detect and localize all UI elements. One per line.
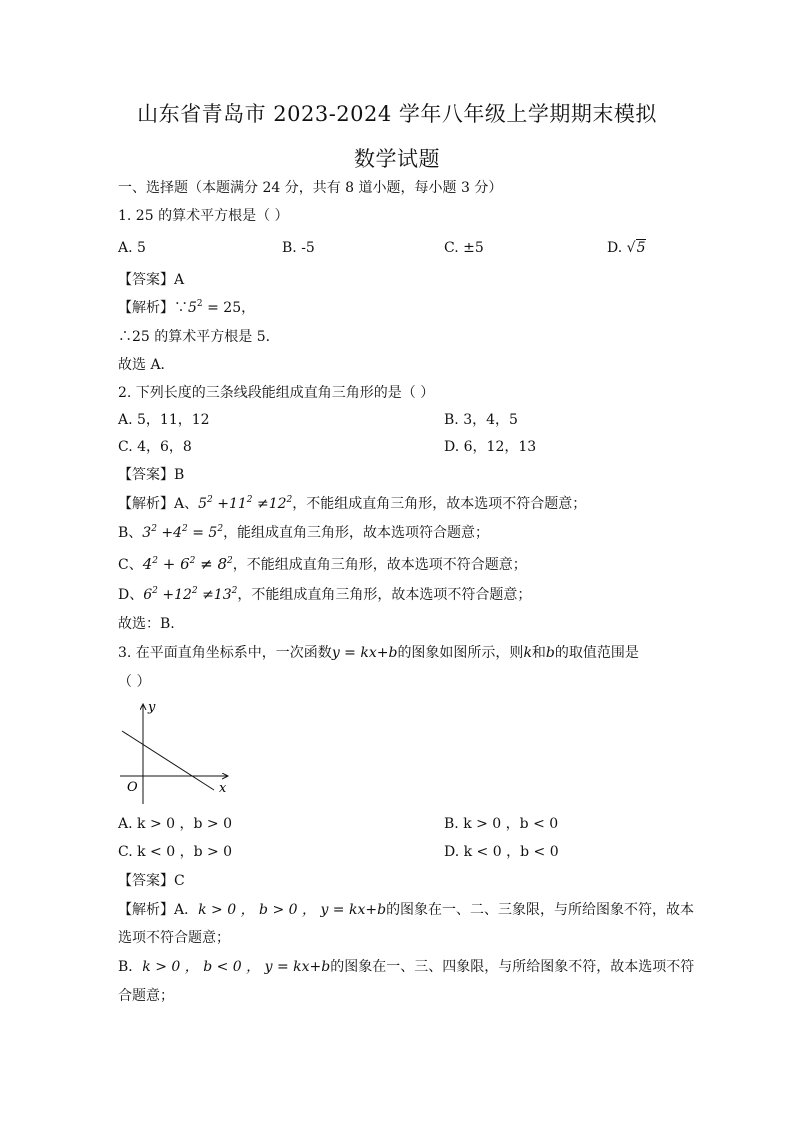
q2-b-text: ，能组成直角三角形，故本选项符合题意； <box>223 525 490 541</box>
q3-answer: 【答案】C <box>118 873 185 889</box>
q2-c-prefix: C、 <box>118 557 143 573</box>
q3-stem-pre: 3. 在平面直角坐标系中，一次函数 <box>118 645 332 661</box>
q3-b: b <box>545 645 555 661</box>
q3-option-b: B. k > 0 ，b < 0 <box>444 816 559 832</box>
q2-analysis-d <box>118 586 531 604</box>
section-heading: 一、选择题（本题满分 24 分，共有 8 道小题，每小题 3 分） <box>118 180 503 196</box>
q1-math-base: 5 <box>188 300 197 316</box>
sqrt-symbol: √5 <box>626 240 646 256</box>
q3-b-text: 的图象在一、三、四象限，与所给图象不符，故本选项不符 <box>330 959 695 975</box>
q2-option-b: B. 3，4，5 <box>444 412 518 428</box>
q2-a-text: ，不能组成直角三角形，故本选项不符合题意； <box>292 496 587 512</box>
q2-option-a: A. 5，11，12 <box>118 412 210 428</box>
title-line-2: 数学试题 <box>354 147 440 171</box>
q2-option-d: D. 6，12，13 <box>444 439 537 455</box>
q1-conclusion: 故选 A． <box>118 357 175 373</box>
q3-stem-mid: 的图象如图所示，则 <box>397 645 524 661</box>
q3-option-c: C. k < 0 ，b > 0 <box>118 844 233 860</box>
q3-func: y = kx+b <box>331 645 398 661</box>
q1-option-d <box>607 239 646 257</box>
q1-stem: 1. 25 的算术平方根是（ ） <box>118 208 289 224</box>
q3-and: 和 <box>531 645 546 661</box>
q3-a-text: 的图象在一、二、三象限，与所给图象不符，故本 <box>386 902 695 918</box>
q1-option-c: C. ±5 <box>444 240 484 256</box>
q2-analysis-b <box>118 524 489 542</box>
q3-analysis-a-line-2: 选项不符合题意； <box>118 930 230 946</box>
q1-math-exp: 2 <box>196 299 203 309</box>
y-axis-label: y <box>148 700 156 715</box>
q3-a-cond: k > 0 ， b > 0 ， y = kx+b <box>198 902 387 918</box>
q2-stem: 2. 下列长度的三条线段能组成直角三角形的是（ ） <box>118 385 435 401</box>
q2-a-math: $5^2 +11^2 \ne 12^2$ <box>198 495 293 512</box>
q2-b-prefix: B、 <box>118 525 143 541</box>
q2-analysis-a <box>118 495 586 513</box>
q1-analysis-prefix: 【解析】∵ <box>118 300 188 316</box>
q3-analysis-a <box>118 901 694 919</box>
q3-stem-post: 的取值范围是 <box>554 645 639 661</box>
q2-d-text: ，不能组成直角三角形，故本选项不符合题意； <box>237 587 532 603</box>
x-axis-label: x <box>219 781 227 796</box>
q3-paren: （ ） <box>118 674 151 690</box>
q1-option-d-label: D. <box>607 240 627 256</box>
origin-label: O <box>127 780 138 795</box>
q1-option-a: A. 5 <box>118 240 146 256</box>
q1-option-d-radicand: 5 <box>636 240 646 256</box>
q3-option-d: D. k < 0 ，b < 0 <box>444 844 559 860</box>
q1-option-b: B. -5 <box>282 240 315 256</box>
q2-conclusion: 故选：B. <box>118 616 175 632</box>
q2-b-math: $3^2 +4^2 = 5^2$ <box>142 524 224 541</box>
q2-c-math: $4^2 + 6^2 \ne 8^2$ <box>142 555 233 573</box>
q1-math-rest: = 25， <box>202 300 256 316</box>
q2-d-math: $6^2 +12^2 \ne 13^2$ <box>143 586 238 603</box>
q1-analysis-line-2: ∴25 的算术平方根是 5． <box>118 329 280 345</box>
q3-analysis-b <box>118 958 694 976</box>
q3-b-prefix: B． <box>118 959 143 975</box>
q3-option-a: A. k > 0 ，b > 0 <box>118 816 232 832</box>
q3-b-cond: k > 0 ， b < 0 ， y = kx+b <box>142 959 331 975</box>
q3-a-prefix: 【解析】A． <box>118 902 199 918</box>
q3-stem <box>118 644 639 662</box>
q1-answer: 【答案】A <box>118 272 185 288</box>
q3-analysis-b-line-2: 合题意； <box>118 988 174 1004</box>
q1-analysis <box>118 299 255 317</box>
q2-c-text: ，不能组成直角三角形，故本选项不符合题意； <box>232 557 527 573</box>
q2-analysis-c <box>118 555 527 574</box>
title-line-1: 山东省青岛市 2023-2024 学年八年级上学期期末模拟 <box>137 102 657 126</box>
q2-d-prefix: D、 <box>118 587 144 603</box>
q3-k: k <box>523 645 532 661</box>
q2-answer: 【答案】B <box>118 467 185 483</box>
q3-function-graph <box>112 698 237 808</box>
q2-a-prefix: 【解析】A、 <box>118 496 199 512</box>
q2-option-c: C. 4，6，8 <box>118 439 192 455</box>
